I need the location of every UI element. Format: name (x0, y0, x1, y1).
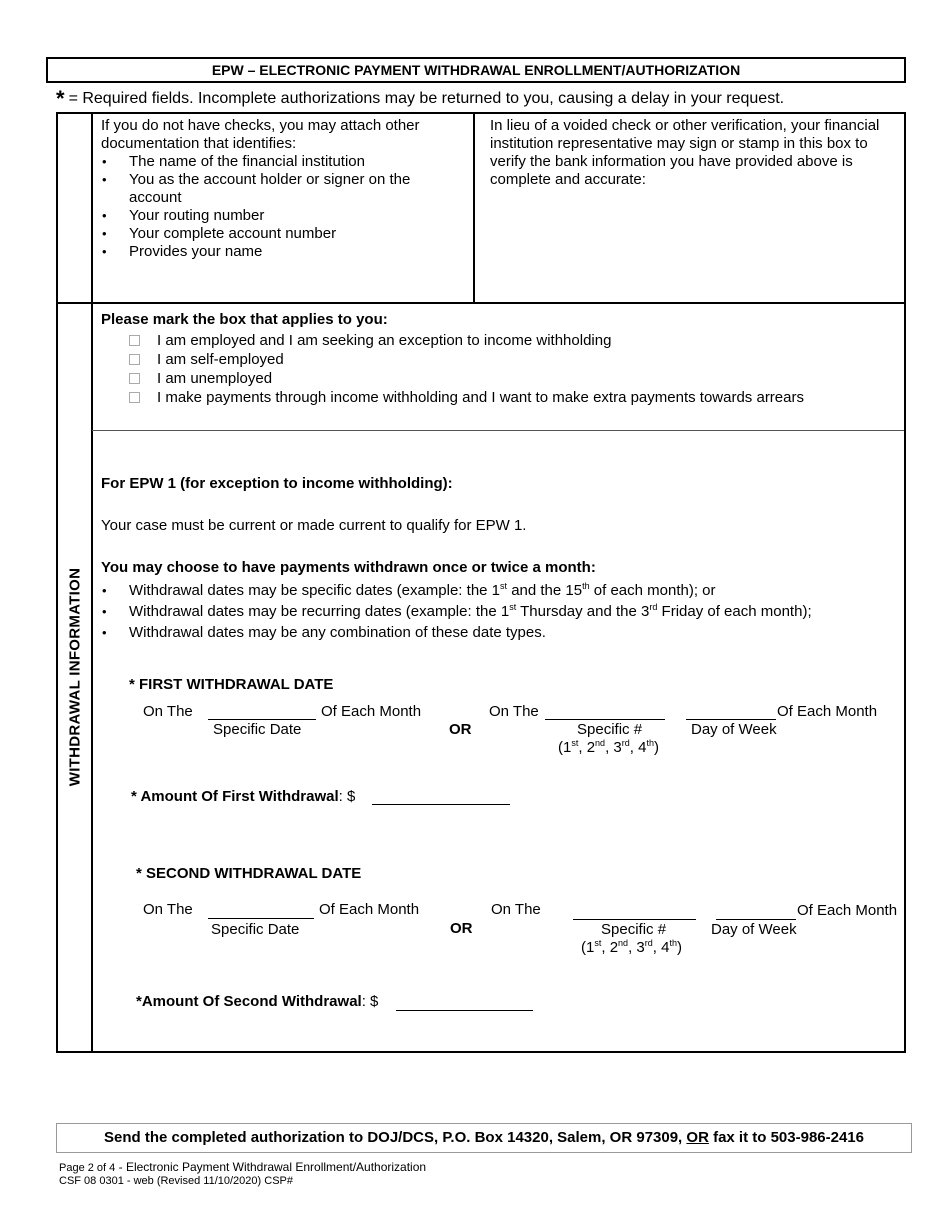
status-option-employed[interactable] (129, 331, 804, 350)
ordinal-text: 1 (586, 939, 595, 956)
bullet-text: of each month); or (589, 582, 716, 599)
verification-intro: If you do not have checks, you may attach other documentation that identifies: (101, 117, 420, 152)
first-specific-number-label: Specific # (577, 721, 643, 738)
second-amount-suffix: : $ (361, 993, 379, 1010)
first-amount (131, 788, 355, 805)
second-ordinals (581, 939, 682, 956)
second-on-the-2: On The (491, 901, 541, 918)
second-specific-date-field[interactable] (208, 918, 314, 919)
required-note-text: = Required fields. Incomplete authorizations may be returned to you, causing a delay in your request. (68, 90, 785, 107)
first-specific-date-label: Specific Date (213, 721, 302, 738)
first-day-of-week-label: Day of Week (691, 721, 777, 738)
required-note (56, 86, 784, 112)
ordinal-sup: rd (621, 738, 630, 748)
second-day-of-week-label: Day of Week (711, 921, 797, 938)
first-day-of-week-field[interactable] (686, 719, 776, 720)
checkbox[interactable] (129, 354, 140, 365)
status-option-self-employed[interactable] (129, 350, 804, 369)
list-item: • Your complete account number (129, 225, 461, 243)
option-label: I am unemployed (157, 370, 273, 387)
section-divider (56, 302, 904, 304)
send-text-b: fax it to 503-986-2416 (708, 1129, 864, 1146)
send-or: OR (686, 1129, 709, 1146)
ordinal-sup: st (594, 938, 602, 948)
ordinal-text: ) (676, 939, 682, 956)
status-options (129, 331, 804, 407)
first-on-the-2: On The (489, 703, 539, 720)
status-heading: Please mark the box that applies to you: (101, 311, 388, 328)
second-specific-date-label: Specific Date (211, 921, 300, 938)
ordinal-sup: th (669, 938, 677, 948)
bullet-text: Thursday and the 3 (516, 603, 650, 620)
form-id: CSF 08 0301 - web (Revised 11/10/2020) CSP# (59, 1175, 293, 1187)
option-label: I am employed and I am seeking an exception to income withholding (157, 332, 612, 349)
ordinal-sup: nd (618, 938, 629, 948)
bullet-sup: st (509, 602, 517, 612)
bullet-sup: rd (649, 602, 658, 612)
page-label: Page 2 of 4 (59, 1162, 116, 1174)
checkbox[interactable] (129, 335, 140, 346)
page-title: - Electronic Payment Withdrawal Enrollment/Authorization (115, 1160, 427, 1174)
ordinal-text: , 2 (601, 939, 619, 956)
first-of-each-month-2: Of Each Month (777, 703, 878, 720)
list-item: • You as the account holder or signer on the account (129, 171, 439, 207)
first-amount-field[interactable] (372, 804, 510, 805)
page-info (59, 1161, 426, 1175)
first-withdrawal-heading: * FIRST WITHDRAWAL DATE (129, 676, 334, 693)
first-amount-suffix: : $ (338, 788, 356, 805)
ordinal-text: 1 (563, 739, 572, 756)
option-label: I make payments through income withholding and I want to make extra payments towards arrears (157, 389, 804, 406)
second-specific-number-label: Specific # (601, 921, 667, 938)
epw1-choose-heading: You may choose to have payments withdrawn once or twice a month: (101, 559, 596, 576)
first-of-each-month-1: Of Each Month (321, 703, 422, 720)
status-divider (92, 430, 904, 431)
ordinal-text: , 3 (605, 739, 622, 756)
withdrawal-information-label (57, 303, 92, 1051)
first-on-the-1: On The (143, 703, 193, 720)
form-title: EPW – ELECTRONIC PAYMENT WITHDRAWAL ENROLLMENT/AUTHORIZATION (46, 57, 906, 83)
second-amount (136, 993, 378, 1010)
bullet-sup: th (582, 581, 590, 591)
ordinal-text: , 3 (628, 939, 645, 956)
bullet-text: Withdrawal dates may be recurring dates (example: the 1 (129, 603, 510, 620)
epw1-current-note: Your case must be current or made current to qualify for EPW 1. (101, 517, 527, 534)
checkbox[interactable] (129, 392, 140, 403)
required-star: * (56, 86, 65, 111)
first-ordinals (558, 739, 659, 756)
second-of-each-month-1: Of Each Month (319, 901, 420, 918)
ordinal-text: , 2 (578, 739, 596, 756)
ordinal-sup: th (646, 738, 654, 748)
option-label: I am self-employed (157, 351, 284, 368)
checkbox[interactable] (129, 373, 140, 384)
ordinal-sup: rd (644, 938, 653, 948)
page-footer (59, 1161, 426, 1188)
second-amount-label: *Amount Of Second Withdrawal (136, 993, 362, 1010)
verification-left (101, 117, 461, 261)
second-or: OR (450, 920, 473, 937)
verification-list (101, 153, 461, 261)
verification-divider (473, 112, 475, 303)
second-specific-number-field[interactable] (573, 919, 696, 920)
ordinal-sup: st (571, 738, 579, 748)
ordinal-text: , 4 (629, 739, 647, 756)
send-text-a: Send the completed authorization to DOJ/DCS, P.O. Box 14320, Salem, OR 97309, (104, 1129, 687, 1146)
ordinal-text: , 4 (652, 939, 670, 956)
second-withdrawal-heading: * SECOND WITHDRAWAL DATE (136, 865, 362, 882)
second-on-the-1: On The (143, 901, 193, 918)
list-item: • Withdrawal dates may be any combination of these date types. (129, 622, 901, 643)
bullet-text: and the 15 (507, 582, 583, 599)
list-item: • Your routing number (129, 207, 461, 225)
bullet-text: Friday of each month); (657, 603, 812, 620)
first-or: OR (449, 721, 472, 738)
ordinal-text: ( (581, 939, 586, 956)
side-label-text: WITHDRAWAL INFORMATION (66, 567, 83, 787)
second-amount-field[interactable] (396, 1010, 533, 1011)
second-of-each-month-2: Of Each Month (797, 902, 898, 919)
epw1-bullets (101, 580, 901, 643)
ordinal-sup: nd (595, 738, 606, 748)
list-item (129, 580, 901, 601)
epw1-list (101, 580, 901, 643)
list-item (129, 601, 901, 622)
first-specific-date-field[interactable] (208, 719, 316, 720)
status-option-extra-payments[interactable] (129, 388, 804, 407)
list-item: • Provides your name (129, 243, 461, 261)
bullet-text: Withdrawal dates may be specific dates (example: the 1 (129, 582, 501, 599)
first-specific-number-field[interactable] (545, 719, 665, 720)
bullet-sup: st (500, 581, 508, 591)
status-option-unemployed[interactable] (129, 369, 804, 388)
send-instructions (56, 1123, 912, 1153)
bank-signature-box[interactable]: In lieu of a voided check or other verification, your financial institution representative may sign or stamp in this box to verify the bank information you have provided above is complete and accurate: (490, 117, 880, 188)
ordinal-text: ) (653, 739, 659, 756)
first-amount-label: * Amount Of First Withdrawal (131, 788, 339, 805)
epw1-heading: For EPW 1 (for exception to income withholding): (101, 475, 453, 492)
ordinal-text: ( (558, 739, 563, 756)
list-item: • The name of the financial institution (129, 153, 461, 171)
second-day-of-week-field[interactable] (716, 919, 796, 920)
